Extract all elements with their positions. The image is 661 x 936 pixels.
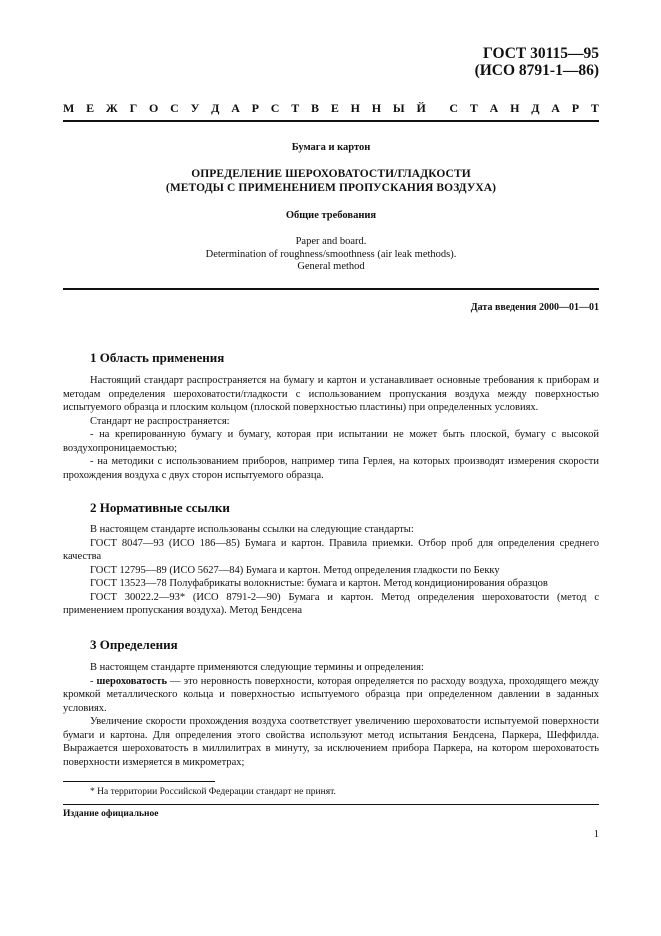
- heading-letter: Н: [510, 101, 520, 115]
- edition-label: Издание официальное: [63, 809, 159, 819]
- heading-letter: М: [63, 101, 75, 115]
- heading-letter: С: [449, 101, 459, 115]
- introduction-date: Дата введения 2000—01—01: [470, 302, 599, 313]
- reference-item: ГОСТ 12795—89 (ИСО 5627—84) Бумага и картон. Метод определения гладкости по Бекку: [90, 564, 500, 576]
- reference-item: ГОСТ 30022.2—93* (ИСО 8791-2—90) Бумага и картон. Метод определения шероховатости (метод с применением пропускания воздуха). Метод Бендсена: [63, 591, 599, 616]
- page-number: 1: [593, 829, 599, 840]
- definition-paragraph: [63, 675, 599, 716]
- heading-letter: Р: [251, 101, 259, 115]
- bottom-rule: [63, 804, 599, 805]
- interstate-standard-heading: [63, 101, 599, 116]
- heading-letter: С: [270, 101, 280, 115]
- english-title-line-2: Determination of roughness/smoothness (air leak methods).: [205, 248, 457, 260]
- requirements-heading: Общие требования: [285, 210, 377, 221]
- iso-number: (ИСО 8791-1—86): [474, 62, 599, 79]
- reference-item: ГОСТ 13523—78 Полуфабрикаты волокнистые: бумага и картон. Метод кондиционирования образцов: [90, 578, 548, 589]
- heading-letter: О: [148, 101, 159, 115]
- heading-letter: А: [231, 101, 240, 115]
- section-3-paragraph: В настоящем стандарте применяются следующие термины и определения:: [90, 662, 424, 673]
- top-rule: [63, 120, 599, 122]
- heading-letter: Д: [211, 101, 220, 115]
- section-2-body: [63, 523, 599, 618]
- section-3-body: [63, 661, 599, 769]
- definition-term: шероховатость: [96, 675, 168, 687]
- reference-item: ГОСТ 8047—93 (ИСО 186—85) Бумага и картон. Правила приемки. Отбор проб для определения среднего качества: [63, 537, 599, 562]
- title-bottom-rule: [63, 288, 599, 290]
- footnote-rule: [63, 781, 215, 782]
- title-line-1: ОПРЕДЕЛЕНИЕ ШЕРОХОВАТОСТИ/ГЛАДКОСТИ: [191, 168, 471, 180]
- footnote: * На территории Российской Федерации стандарт не принят.: [90, 787, 336, 797]
- heading-letter: А: [551, 101, 560, 115]
- heading-letter: Й: [416, 101, 426, 115]
- title-line-2: (МЕТОДЫ С ПРИМЕНЕНИЕМ ПРОПУСКАНИЯ ВОЗДУХА): [165, 182, 497, 194]
- section-1-paragraph: - на крепированную бумагу и бумагу, которая при испытании не может быть плоской, бумагу с высокой воздухопроницаемостью;: [63, 429, 599, 454]
- section-3-heading: 3 Определения: [90, 637, 178, 652]
- heading-letter: Г: [129, 101, 138, 115]
- heading-letter: Т: [469, 101, 478, 115]
- section-1-paragraph: Стандарт не распространяется:: [90, 415, 230, 427]
- heading-letter: Е: [86, 101, 95, 115]
- gost-number-block: [475, 45, 599, 79]
- heading-letter: Е: [330, 101, 339, 115]
- heading-letter: С: [170, 101, 179, 115]
- heading-letter: Р: [571, 101, 580, 115]
- section-1-paragraph: - на методики с использованием приборов, например типа Герлея, на которых производят измерения скорости прохождения воздуха с двух сторон испытуемого образца.: [63, 456, 599, 481]
- subject-heading: Бумага и картон: [291, 142, 371, 153]
- definition-text: — это неровность поверхности, которая определяется по расходу воздуха, проходящего между кромкой металлического кольца и поверхностью испытуемого образца при определенном давлении в заданных условиях.: [63, 675, 599, 714]
- english-title-line-3: General method: [297, 261, 365, 272]
- definition-prefix: -: [90, 675, 97, 687]
- section-2-paragraph: В настоящем стандарте использованы ссылки на следующие стандарты:: [90, 524, 414, 535]
- heading-letter: А: [489, 101, 499, 115]
- section-3-paragraph: Увеличение скорости прохождения воздуха соответствует увеличению шероховатости испытуемой поверхности бумаги и картона. Для определения этого свойства используют метод испытания Бендсена, Паркера, Шеффилда. Выражается шероховатость в миллилитрах в минуту, за исключением прибора Паркера, на котором шероховатость поверхности измеряется в микрометрах;: [63, 716, 599, 768]
- heading-letter: Н: [350, 101, 360, 115]
- heading-letter: Н: [371, 101, 382, 115]
- document-title: [63, 167, 599, 195]
- heading-letter: В: [311, 101, 320, 115]
- heading-letter: Ы: [392, 101, 405, 115]
- section-1-body: [63, 374, 599, 482]
- gost-number: ГОСТ 30115—95: [482, 45, 599, 62]
- heading-letter: Т: [590, 101, 599, 115]
- english-title: [63, 236, 599, 274]
- section-1-heading: 1 Область применения: [90, 350, 225, 365]
- heading-letter: Т: [291, 101, 300, 115]
- english-title-line-1: Paper and board.: [295, 236, 367, 247]
- section-2-heading: 2 Нормативные ссылки: [90, 500, 230, 515]
- heading-letter: У: [190, 101, 200, 115]
- heading-letter: Ж: [105, 101, 118, 115]
- section-1-paragraph: Настоящий стандарт распространяется на бумагу и картон и устанавливает основные требования к приборам и методам определения шероховатости/гладкости с использованием пропускания воздуха между поверхностью испытуемого образца и плоским кольцом (плоской поверхностью пластины) при определенных условиях.: [63, 375, 599, 413]
- heading-letter: Д: [531, 101, 540, 115]
